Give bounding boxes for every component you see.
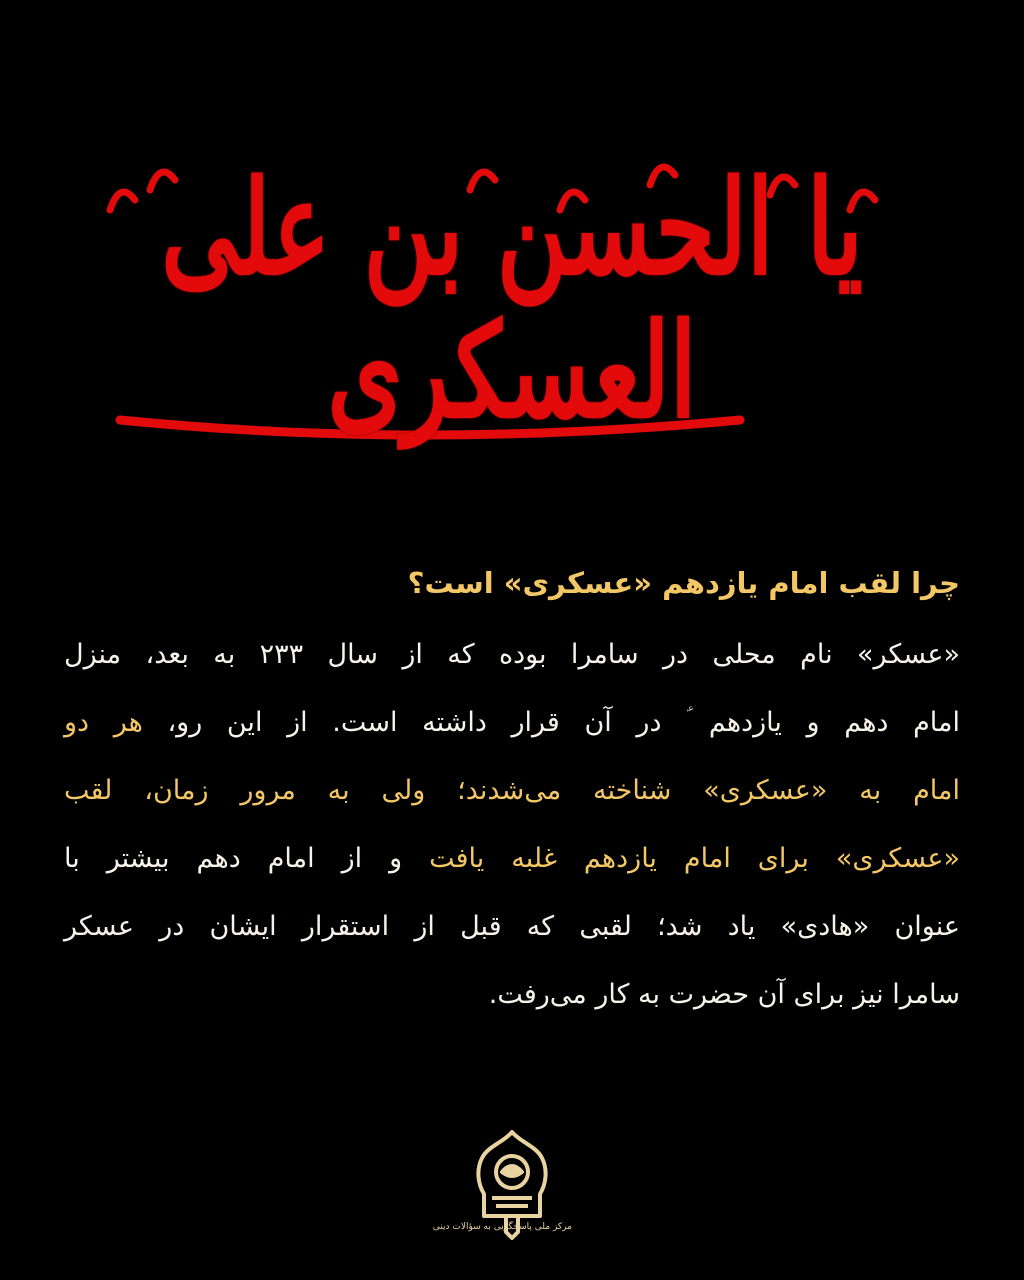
article-line bbox=[64, 893, 960, 961]
article bbox=[64, 555, 960, 1029]
body-text-segment: عنوان «هادی» یاد شد؛ لقبی که قبل از استقرار ایشان در عسکر bbox=[64, 911, 960, 942]
body-text-segment: سامرا نیز برای آن حضرت به کار می‌رفت. bbox=[488, 979, 960, 1010]
logo-caption: مرکز ملی پاسخگویی به سؤالات دینی bbox=[432, 1222, 572, 1232]
calligraphy-text: یا الحسن بن علی العسکری bbox=[161, 152, 863, 448]
article-line bbox=[64, 621, 960, 689]
body-text-segment: امام دهم و یازدهم ؑ در آن قرار داشته است. از این رو، bbox=[142, 707, 960, 738]
highlighted-text: امام به «عسکری» شناخته می‌شدند؛ ولی به مرور زمان، لقب bbox=[64, 775, 960, 806]
body-text-segment: «عسکر» نام محلی در سامرا بوده که از سال ۲۳۳ به بعد، منزل bbox=[64, 639, 960, 670]
article-line bbox=[64, 757, 960, 825]
body-text-segment: و از امام دهم بیشتر با bbox=[64, 843, 430, 874]
article-body bbox=[64, 621, 960, 1029]
article-line bbox=[64, 825, 960, 893]
calligraphy-title bbox=[90, 150, 934, 450]
highlighted-text: «عسکری» برای امام یازدهم غلبه یافت bbox=[429, 843, 960, 874]
article-question: چرا لقب امام یازدهم «عسکری» است؟ bbox=[407, 566, 960, 600]
highlighted-text: هر دو bbox=[64, 707, 143, 738]
article-line bbox=[64, 961, 960, 1029]
article-line bbox=[64, 689, 960, 757]
